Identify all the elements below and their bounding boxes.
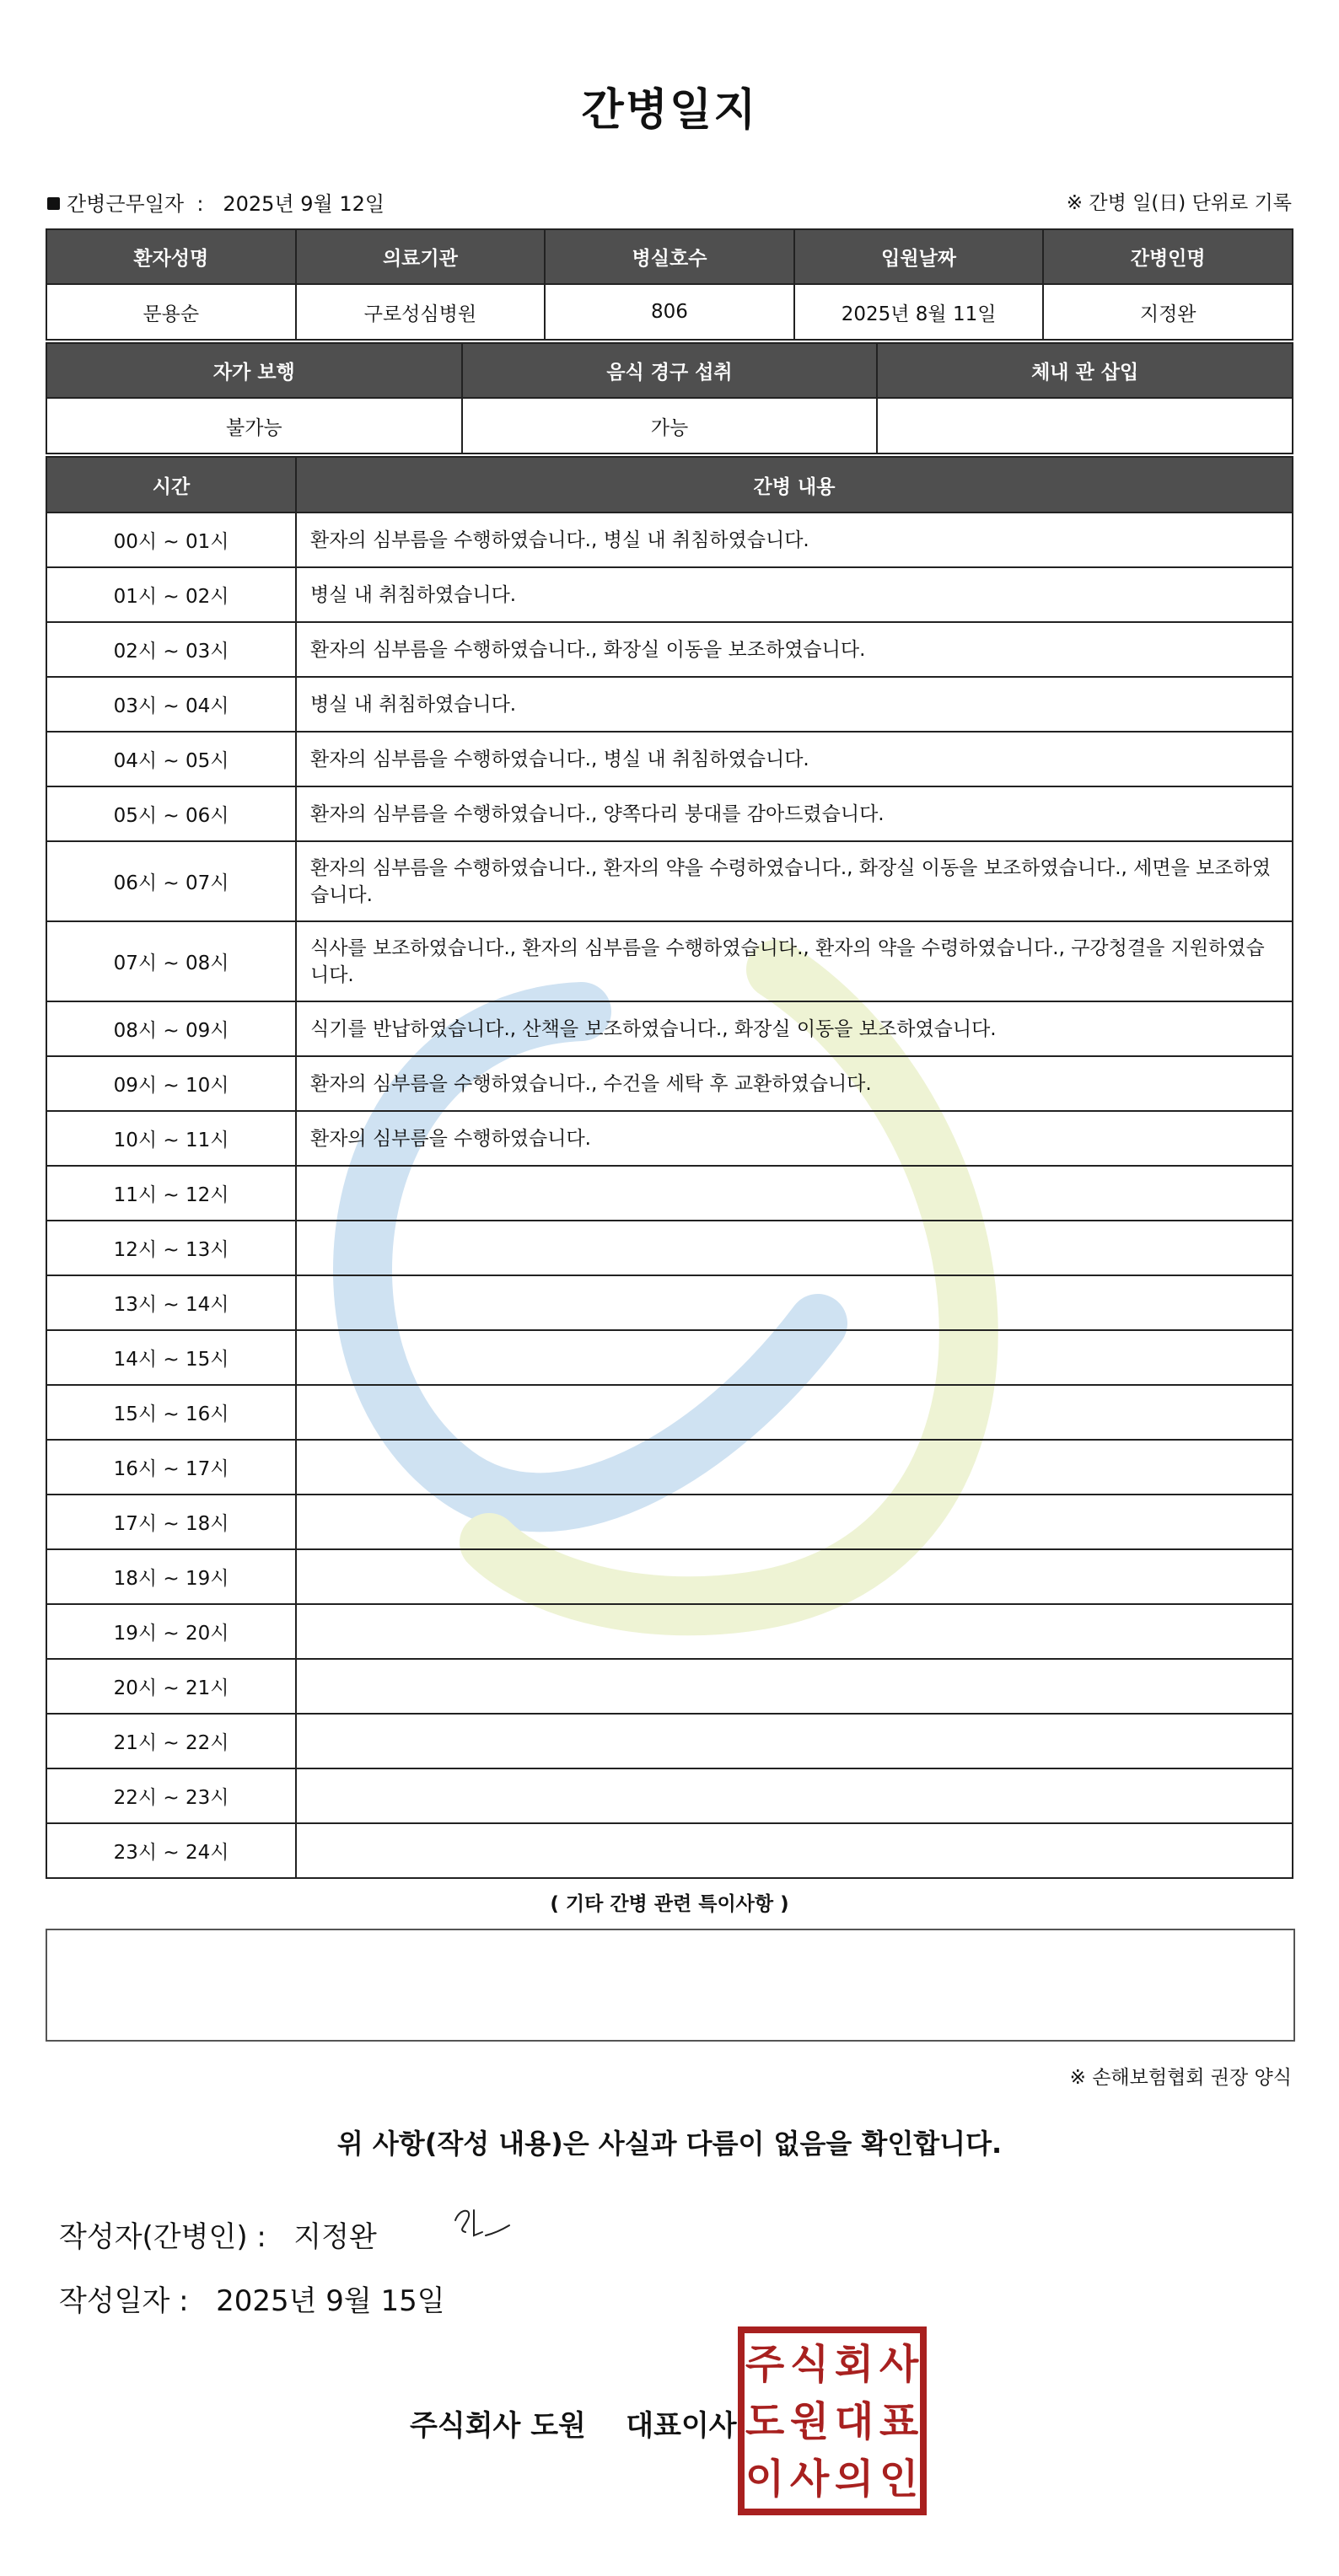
work-date — [47, 187, 384, 217]
care-log-content: 식사를 보조하였습니다., 환자의 심부름을 수행하였습니다., 환자의 약을 수령하였습니다., 구강청결을 지원하였습니다. — [296, 921, 1293, 1001]
care-log-content — [296, 1330, 1293, 1385]
header-hospital: 의료기관 — [296, 229, 546, 284]
stamp-character: 식 — [789, 2341, 830, 2388]
care-log-content: 환자의 심부름을 수행하였습니다., 화장실 이동을 보조하였습니다. — [296, 622, 1293, 677]
care-log-time: 16시 ~ 17시 — [46, 1440, 296, 1495]
care-log-row — [46, 1166, 1293, 1221]
care-log-content — [296, 1275, 1293, 1330]
care-log-time: 20시 ~ 21시 — [46, 1659, 296, 1714]
status-value-row — [46, 398, 1293, 453]
company-signature-line — [410, 2402, 737, 2444]
care-log-content — [296, 1495, 1293, 1549]
stamp-character: 사 — [789, 2455, 830, 2503]
patient-info-header-row — [46, 229, 1293, 284]
care-log-time: 00시 ~ 01시 — [46, 513, 296, 567]
care-log-content: 환자의 심부름을 수행하였습니다., 병실 내 취침하였습니다. — [296, 732, 1293, 786]
care-log-time: 12시 ~ 13시 — [46, 1221, 296, 1275]
care-log-time: 11시 ~ 12시 — [46, 1166, 296, 1221]
care-log-row — [46, 1714, 1293, 1768]
header-admission-date: 입원날짜 — [794, 229, 1044, 284]
care-log-content — [296, 1166, 1293, 1221]
self-walking-value: 불가능 — [46, 398, 462, 453]
document-title: 간병일지 — [581, 85, 758, 136]
work-date-value: 2025년 9월 12일 — [223, 192, 385, 216]
care-log-header-row — [46, 457, 1293, 513]
patient-name: 문용순 — [46, 284, 296, 340]
care-log-time: 09시 ~ 10시 — [46, 1056, 296, 1111]
care-log-content: 환자의 심부름을 수행하였습니다., 병실 내 취침하였습니다. — [296, 513, 1293, 567]
care-log-time: 07시 ~ 08시 — [46, 921, 296, 1001]
stamp-character: 원 — [789, 2398, 830, 2445]
stamp-character: 표 — [879, 2398, 919, 2445]
admission-date: 2025년 8월 11일 — [794, 284, 1044, 340]
care-log-row — [46, 1385, 1293, 1440]
care-log-row — [46, 1111, 1293, 1166]
stamp-character: 인 — [879, 2455, 919, 2503]
care-log-time: 01시 ~ 02시 — [46, 567, 296, 622]
writer-label: 작성자(간병인) : — [59, 2220, 266, 2254]
care-log-row — [46, 1221, 1293, 1275]
stamp-character: 이 — [745, 2455, 785, 2503]
care-log-row — [46, 677, 1293, 732]
care-log-time: 02시 ~ 03시 — [46, 622, 296, 677]
care-log-time: 05시 ~ 06시 — [46, 786, 296, 841]
hospital-name: 구로성심병원 — [296, 284, 546, 340]
care-log-content — [296, 1659, 1293, 1714]
care-log-row — [46, 1604, 1293, 1659]
care-log-time: 18시 ~ 19시 — [46, 1549, 296, 1604]
writer-name: 지정완 — [293, 2220, 377, 2254]
status-header-row — [46, 343, 1293, 398]
work-date-label: 간병근무일자 — [67, 192, 185, 216]
caregiver-name: 지정완 — [1043, 284, 1293, 340]
stamp-character: 대 — [834, 2398, 874, 2445]
care-log-content — [296, 1768, 1293, 1823]
stamp-character: 도 — [745, 2398, 785, 2445]
care-log-time: 17시 ~ 18시 — [46, 1495, 296, 1549]
stamp-character: 회 — [834, 2341, 874, 2388]
care-log-row — [46, 1495, 1293, 1549]
care-log-time: 21시 ~ 22시 — [46, 1714, 296, 1768]
care-log-time: 04시 ~ 05시 — [46, 732, 296, 786]
care-log-row — [46, 1001, 1293, 1056]
square-bullet-icon — [47, 197, 60, 210]
care-log-content: 환자의 심부름을 수행하였습니다., 수건을 세탁 후 교환하였습니다. — [296, 1056, 1293, 1111]
ceo-title: 대표이사 — [626, 2409, 737, 2443]
care-log-content — [296, 1604, 1293, 1659]
care-log-content: 병실 내 취침하였습니다. — [296, 677, 1293, 732]
care-log-time: 03시 ~ 04시 — [46, 677, 296, 732]
patient-info-value-row — [46, 284, 1293, 340]
care-log-time: 14시 ~ 15시 — [46, 1330, 296, 1385]
stamp-character: 주 — [745, 2341, 785, 2388]
special-notes-box — [46, 1929, 1295, 2042]
care-log-table — [46, 456, 1293, 1879]
care-log-row — [46, 1275, 1293, 1330]
work-date-separator: : — [196, 192, 204, 216]
care-log-row — [46, 921, 1293, 1001]
care-log-row — [46, 1440, 1293, 1495]
header-self-walking: 자가 보행 — [46, 343, 462, 398]
company-seal-stamp — [737, 2326, 928, 2516]
header-room: 병실호수 — [545, 229, 794, 284]
care-log-time: 13시 ~ 14시 — [46, 1275, 296, 1330]
oral-intake-value: 가능 — [462, 398, 878, 453]
header-care-content: 간병 내용 — [296, 457, 1293, 513]
form-note: ※ 손해보험협회 권장 양식 — [1069, 2067, 1292, 2089]
care-log-content — [296, 1440, 1293, 1495]
care-log-content: 환자의 심부름을 수행하였습니다. — [296, 1111, 1293, 1166]
care-log-time: 22시 ~ 23시 — [46, 1768, 296, 1823]
care-log-time: 10시 ~ 11시 — [46, 1111, 296, 1166]
header-tube-insertion: 체내 관 삽입 — [877, 343, 1293, 398]
stamp-character: 사 — [879, 2341, 919, 2388]
care-log-time: 06시 ~ 07시 — [46, 841, 296, 921]
care-log-row — [46, 1549, 1293, 1604]
header-time: 시간 — [46, 457, 296, 513]
care-log-content — [296, 1549, 1293, 1604]
care-log-content — [296, 1823, 1293, 1878]
header-patient-name: 환자성명 — [46, 229, 296, 284]
written-date-line — [59, 2278, 445, 2319]
care-log-time: 19시 ~ 20시 — [46, 1604, 296, 1659]
care-log-row — [46, 513, 1293, 567]
care-log-row — [46, 786, 1293, 841]
care-log-time: 23시 ~ 24시 — [46, 1823, 296, 1878]
care-log-time: 15시 ~ 16시 — [46, 1385, 296, 1440]
care-log-row — [46, 622, 1293, 677]
handwritten-signature — [449, 2202, 516, 2252]
care-log-row — [46, 1768, 1293, 1823]
room-number: 806 — [545, 284, 794, 340]
patient-info-table — [46, 228, 1293, 341]
care-log-row — [46, 841, 1293, 921]
confirmation-statement: 위 사항(작성 내용)은 사실과 다름이 없음을 확인합니다. — [336, 2128, 1003, 2160]
care-log-content: 식기를 반납하였습니다., 산책을 보조하였습니다., 화장실 이동을 보조하였습니다. — [296, 1001, 1293, 1056]
care-log-row — [46, 1056, 1293, 1111]
stamp-character: 의 — [834, 2455, 874, 2503]
care-log-content: 환자의 심부름을 수행하였습니다., 양쪽다리 붕대를 감아드렸습니다. — [296, 786, 1293, 841]
special-notes-label: ( 기타 간병 관련 특이사항 ) — [550, 1893, 789, 1915]
care-log-content — [296, 1714, 1293, 1768]
writer-line — [59, 2214, 377, 2255]
care-log-row — [46, 1330, 1293, 1385]
care-log-row — [46, 1659, 1293, 1714]
patient-status-table — [46, 342, 1293, 454]
care-log-row — [46, 1823, 1293, 1878]
tube-insertion-value — [877, 398, 1293, 453]
header-oral-intake: 음식 경구 섭취 — [462, 343, 878, 398]
company-name: 주식회사 도원 — [410, 2409, 586, 2443]
care-log-content: 병실 내 취침하였습니다. — [296, 567, 1293, 622]
header-caregiver-name: 간병인명 — [1043, 229, 1293, 284]
care-log-content: 환자의 심부름을 수행하였습니다., 환자의 약을 수령하였습니다., 화장실 이동을 보조하였습니다., 세면을 보조하였습니다. — [296, 841, 1293, 921]
care-log-row — [46, 732, 1293, 786]
care-log-content — [296, 1221, 1293, 1275]
care-log-time: 08시 ~ 09시 — [46, 1001, 296, 1056]
care-log-row — [46, 567, 1293, 622]
care-log-body — [46, 513, 1293, 1878]
record-note: ※ 간병 일(日) 단위로 기록 — [1066, 192, 1292, 214]
written-date-label: 작성일자 : — [59, 2284, 189, 2318]
care-log-content — [296, 1385, 1293, 1440]
written-date-value: 2025년 9월 15일 — [216, 2284, 445, 2318]
